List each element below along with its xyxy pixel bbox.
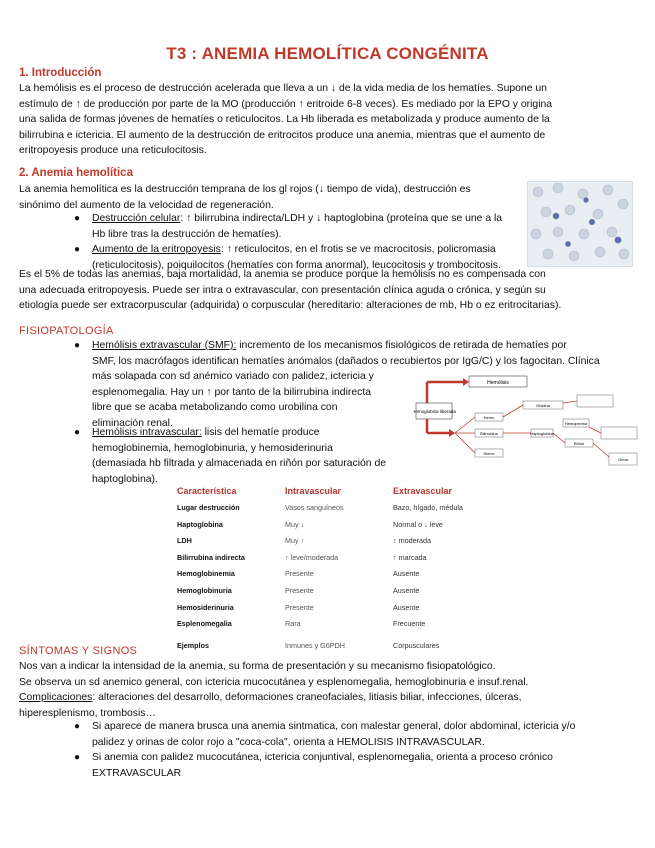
table-cell: ↑ marcada (393, 552, 427, 562)
intro-line: eritropoyesis produce una reticulocitosis. (19, 145, 207, 156)
bullet-text: eliminación renal. (92, 417, 173, 429)
bullet-text: haptoglobina). (92, 473, 158, 485)
table-cell: ↑ leve/moderada (285, 552, 339, 562)
table-cell: Lugar destrucción (177, 503, 240, 512)
table-cell: Muy ↑ (285, 536, 305, 546)
diagram-label: Haptoglobina (530, 431, 554, 436)
bullet-text: EXTRAVASCULAR (92, 767, 182, 779)
bullet-dot: ● (74, 340, 81, 351)
bullet-destruccion (92, 211, 522, 242)
table-cell: Presente (285, 585, 314, 595)
bullet-text: lisis del hematíe produce (201, 427, 320, 438)
bullet-text: hemoglobinemia, hemoglobinuria, y hemosiderinuria (92, 442, 333, 454)
table-cell: Ejemplos (177, 641, 209, 651)
table-header-cell: Extravascular (393, 486, 453, 496)
table-row (177, 641, 487, 658)
table-row (177, 553, 487, 570)
bullet-text: esplenomegalia. Hay un ↑ por tanto de la bilirrubina indirecta (92, 386, 371, 398)
diagram-label: Hemo (483, 415, 495, 420)
table-cell: Bilirrubina indirecta (177, 552, 245, 562)
table-cell: Normal o ↓ leve (393, 519, 443, 529)
table-cell: Presente (285, 569, 314, 579)
bullet-extravascular-symptoms (92, 750, 636, 781)
bullet-text: incremento de los mecanismos fisiológicos de retirada de hematíes por (236, 340, 567, 351)
table-row (177, 536, 487, 553)
diagram-label: Bilirrubina (480, 431, 498, 436)
hemolysis-pathway-diagram (413, 373, 641, 470)
intro-heading: 1. Introducción (19, 67, 102, 79)
table-cell: Frecuente (393, 619, 426, 629)
anemia-line: una adecuada eritropoyesis. Puede ser intra o extravascular, con presentación clínica aguda o crónica, y según su (19, 284, 546, 296)
table-cell: Esplenomegalia (177, 619, 232, 629)
table-cell: Ausente (393, 569, 420, 579)
diagram-label: Hemopexina (564, 421, 588, 426)
bullet-text: (reticulocitosis), poiquilocitos (hematíes con forma anormal), leucocitosis y trombocitosis. (92, 259, 501, 271)
comparison-table (177, 486, 487, 658)
page-title: T3 : ANEMIA HEMOLÍTICA CONGÉNITA (166, 44, 489, 63)
table-cell: LDH (177, 536, 192, 546)
sintomas-heading: SÍNTOMAS Y SIGNOS (19, 645, 138, 657)
table-cell: Bazo, hígado, médula (393, 503, 463, 512)
table-cell: Hemosiderinuria (177, 602, 234, 612)
sintomas-paragraph (19, 659, 636, 721)
bullet-intravascular-symptoms (92, 719, 636, 750)
table-cell: Haptoglobina (177, 519, 223, 529)
bullet-label: Hemólisis intravascular: (92, 427, 202, 438)
diagram-node (577, 395, 613, 407)
anemia-paragraph (19, 182, 519, 213)
table-cell: Muy ↓ (285, 519, 305, 529)
diagram-label: Globina (536, 403, 550, 408)
table-row (177, 503, 487, 520)
diagram-label: Hierro (483, 451, 495, 456)
table-cell: ↑ moderada (393, 536, 431, 546)
table-header-cell: Característica (177, 486, 237, 496)
bullet-text: Hb libre tras la destrucción de hematíes). (92, 228, 282, 240)
table-cell: Ausente (393, 602, 420, 612)
table-row (177, 603, 487, 620)
table-cell: Presente (285, 602, 314, 612)
bullet-text: : ↑ reticulocitos, en el frotis se ve macrocitosis, policromasia (220, 244, 496, 255)
bullet-text: Si aparece de manera brusca una anemia sintmatica, con malestar general, dolor abdominal, ictericia y/o (92, 721, 576, 732)
diagram-label: Hemólisis (487, 380, 509, 386)
table-header-cell: Intravascular (285, 486, 342, 496)
diagram-label: Orina (618, 457, 628, 462)
sintomas-line: Nos van a indicar la intensidad de la anemia, su forma de presentación y su mecanismo fisiopatológico. (19, 661, 496, 672)
bullet-text: SMF, los macrófagos identifican hematíes anómalos (dañados o recubiertos por IgG/C) y los fagocitan. Clínica (92, 355, 600, 367)
intro-line: estímulo de ↑ de producción por parte de la MO (producción ↑ eritroide 6-8 veces). Es mediado por la EPO y origina (19, 98, 553, 110)
bullet-extravascular-cont (92, 369, 400, 431)
anemia-paragraph-2 (19, 267, 636, 314)
anemia-heading: 2. Anemia hemolítica (19, 167, 133, 179)
anemia-line: sinónimo del aumento de la velocidad de regeneración. (19, 199, 274, 211)
table-cell: Hemoglobinuria (177, 585, 232, 595)
bullet-dot: ● (74, 244, 81, 255)
diagram-node (601, 427, 637, 439)
blood-smear-image (527, 181, 633, 267)
bullet-dot: ● (74, 752, 81, 763)
sintomas-text: : alteraciones del desarrollo, deformaciones craneofaciales, litiasis biliar, infecciones, úlceras, (92, 692, 522, 703)
bullet-dot: ● (74, 721, 81, 732)
intro-line: bilirrubina e ictericia. El aumento de la destrucción de eritrocitos produce una anemia, mientras que el aumento de (19, 129, 546, 141)
table-header (177, 486, 487, 503)
bullet-text: más solapada con sd anémico variado con palidez, ictericia y (92, 371, 374, 382)
table-cell: Hemoglobinemia (177, 569, 235, 579)
sintomas-line: hiperesplenismo, trombosis… (19, 707, 156, 719)
bullet-text: Si anemia con palidez mucocutánea, ictericia conjuntival, esplenomegalia, orienta a proceso crónico (92, 752, 553, 763)
bullet-text: libre que se acaba metabolizando como urobilina con (92, 402, 338, 413)
bullet-text: palidez y orinas de color rojo a "coca-cola", orienta a HEMOLISIS INTRAVASCULAR. (92, 736, 485, 748)
bullet-label: Aumento de la eritropoyesis (92, 244, 221, 255)
sintomas-line: Se observa un sd anemico general, con ictericia mucocutánea y esplenomegalia, hemoglobinuria e insuf.renal. (19, 676, 529, 688)
table-cell: Rara (285, 619, 301, 629)
table-cell: Inmunes y G6PDH (285, 641, 345, 651)
bullet-text: (demasiada hb filtrada y almacenada en riñón por saturación de (92, 458, 387, 469)
table-row (177, 619, 487, 641)
intro-paragraph (19, 81, 636, 159)
bullet-label: Hemólisis extravascular (SMF): (92, 340, 237, 351)
table-row (177, 569, 487, 586)
bullet-extravascular (92, 338, 636, 369)
bullet-dot: ● (74, 213, 81, 224)
bullet-dot: ● (74, 427, 81, 438)
bullet-text: : ↑ bilirrubina indirecta/LDH y ↓ haptoglobina (proteína que se une a la (180, 213, 503, 224)
table-row (177, 586, 487, 603)
anemia-line: La anemia hemolítica es la destrucción temprana de los gl rojos (↓ tiempo de vida), destrucción es (19, 184, 471, 195)
bullet-label: Destrucción celular (92, 213, 181, 224)
fisiopatologia-heading: FISIOPATOLOGÍA (19, 325, 114, 337)
table-cell: Vasos sanguíneos (285, 503, 344, 512)
bullet-intravascular (92, 425, 400, 487)
complicaciones-label: Complicaciones (19, 692, 93, 703)
anemia-line: etiología puede ser extracorpuscular (adquirida) o corpuscular (hereditario: alteraciones de mb, Hb o ez eritrocitarias). (19, 300, 562, 311)
table-cell: Corpusculares (393, 641, 440, 651)
anemia-line: Es el 5% de todas las anemias, baja mortalidad, la anemia se produce porque la hemólisis no es compensada con (19, 269, 546, 280)
intro-line: La hemólisis es el proceso de destrucción acelerada que lleva a un ↓ de la vida media de los hematíes. Supone un (19, 83, 547, 94)
table-row (177, 520, 487, 537)
table-cell: Ausente (393, 585, 420, 595)
intro-line: una salida de formas jóvenes de hematíes o reticulocitos. La Hb liberada es metabolizada y produce aumento de la (19, 114, 550, 125)
diagram-label: Hemoglobina liberada (413, 409, 456, 414)
diagram-label: Riñón (573, 441, 585, 446)
